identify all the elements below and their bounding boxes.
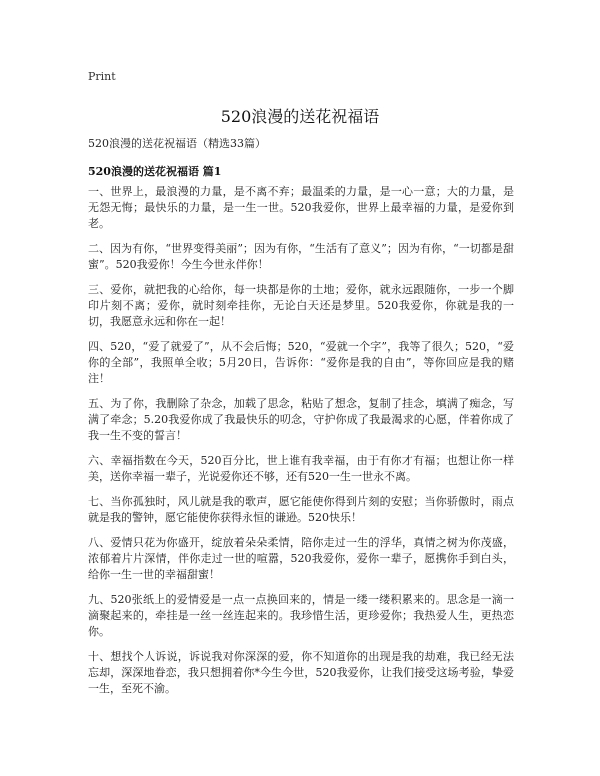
section-heading: 520浪漫的送花祝福语 篇1 bbox=[88, 165, 222, 178]
paragraph: 三、爱你，就把我的心给你，每一块都是你的土地；爱你，就永远跟随你，一步一个脚印片刻不离；爱你，就时刻牵挂你，无论白天还是梦里。520我爱你，你就是我的一切，我愿意永远和你在一起！ bbox=[88, 283, 514, 328]
content-body bbox=[88, 184, 514, 706]
paragraph: 七、当你孤独时，风儿就是我的歌声，愿它能使你得到片刻的安慰；当你骄傲时，雨点就是我的警钟，愿它能使你获得永恒的谦逊。520快乐！ bbox=[88, 495, 514, 524]
paragraph: 十、想找个人诉说，诉说我对你深深的爱，你不知道你的出现是我的劫难，我已经无法忘却，深深地眷恋，我只想拥着你*今生今世，520我爱你，让我们接受这场考验，挚爱一生，至死不渝。 bbox=[88, 650, 514, 695]
paragraph: 八、爱情只花为你盛开，绽放着朵朵柔情，陪你走过一生的浮华，真情之树为你茂盛，浓郁着片片深情，伴你走过一世的喧嚣，520我爱你，爱你一辈子，愿携你手到白头，给你一生一世的幸福甜蜜！ bbox=[88, 536, 514, 581]
print-label: Print bbox=[88, 70, 116, 83]
document-subtitle: 520浪漫的送花祝福语（精选33篇） bbox=[88, 137, 266, 150]
page-title: 520浪漫的送花祝福语 bbox=[220, 107, 380, 126]
paragraph: 四、520，“爱了就爱了”，从不会后悔；520，“爱就一个字”，我等了很久；520，“爱你的全部”，我照单全收；5月20日，告诉你：“爱你是我的自由”，等你回应是我的赌注！ bbox=[88, 340, 514, 385]
paragraph: 九、520张纸上的爱情爱是一点一点换回来的，情是一缕一缕积累来的。思念是一滴一滴聚起来的，牵挂是一丝一丝连起来的。我珍惜生活，更珍爱你；我热爱人生，更热恋你。 bbox=[88, 593, 514, 638]
paragraph: 一、世界上，最浪漫的力量，是不离不弃；最温柔的力量，是一心一意；大的力量，是无怨无悔；最快乐的力量，是一生一世。520我爱你，世界上最幸福的力量，是爱你到老。 bbox=[88, 185, 514, 230]
paragraph: 六、幸福指数在今天，520百分比，世上谁有我幸福，由于有你才有福；也想让你一样美，送你幸福一辈子，光说爱你还不够，还有520一生一世永不离。 bbox=[88, 454, 514, 483]
paragraph: 五、为了你，我删除了杂念，加载了思念，粘贴了想念，复制了挂念，填满了痴念，写满了牵念；5.20我爱你成了我最快乐的叨念，守护你成了我最渴求的心愿，伴着你成了我一生不变的誓言！ bbox=[88, 397, 514, 442]
paragraph: 二、因为有你，“世界变得美丽”；因为有你，“生活有了意义”；因为有你，“一切都是甜蜜”。520我爱你！今生今世永伴你！ bbox=[88, 242, 514, 271]
